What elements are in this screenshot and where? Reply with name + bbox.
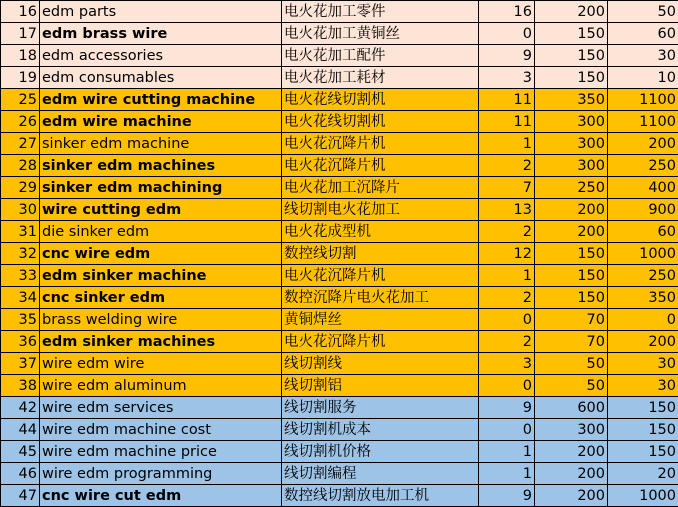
value-a-cell[interactable]: 13 — [479, 199, 535, 221]
chinese-translation-cell[interactable]: 线切割铝 — [282, 375, 479, 397]
value-b-cell[interactable]: 150 — [535, 45, 608, 67]
table-row — [1, 111, 678, 133]
value-c-cell[interactable]: 400 — [608, 177, 678, 199]
chinese-translation-cell[interactable]: 电火花成型机 — [282, 221, 479, 243]
value-b-cell[interactable]: 350 — [535, 89, 608, 111]
row-number-cell[interactable]: 38 — [1, 375, 40, 397]
row-number-cell[interactable]: 29 — [1, 177, 40, 199]
keyword-cell[interactable]: wire edm machine price — [40, 441, 282, 463]
chinese-translation-cell[interactable]: 电火花沉降片机 — [282, 265, 479, 287]
row-number-cell[interactable]: 44 — [1, 419, 40, 441]
value-c-cell[interactable]: 30 — [608, 45, 678, 67]
table-row — [1, 397, 678, 419]
value-c-cell[interactable]: 250 — [608, 265, 678, 287]
keyword-cell[interactable]: edm brass wire — [40, 23, 282, 45]
value-a-cell[interactable]: 9 — [479, 45, 535, 67]
value-c-cell[interactable]: 50 — [608, 1, 678, 23]
table-row — [1, 331, 678, 353]
value-b-cell[interactable]: 50 — [535, 375, 608, 397]
value-a-cell[interactable]: 0 — [479, 23, 535, 45]
value-b-cell[interactable]: 300 — [535, 419, 608, 441]
row-number-cell[interactable]: 36 — [1, 331, 40, 353]
keyword-cell[interactable]: sinker edm machines — [40, 155, 282, 177]
value-a-cell[interactable]: 1 — [479, 441, 535, 463]
chinese-translation-cell[interactable]: 线切割机成本 — [282, 419, 479, 441]
row-number-cell[interactable]: 34 — [1, 287, 40, 309]
chinese-translation-cell[interactable]: 电火花加工耗材 — [282, 67, 479, 89]
chinese-translation-cell[interactable]: 电火花沉降片机 — [282, 155, 479, 177]
table-row — [1, 221, 678, 243]
value-b-cell[interactable]: 300 — [535, 155, 608, 177]
value-b-cell[interactable]: 200 — [535, 441, 608, 463]
chinese-translation-cell[interactable]: 电火花沉降片机 — [282, 331, 479, 353]
value-a-cell[interactable]: 0 — [479, 309, 535, 331]
value-c-cell[interactable]: 200 — [608, 331, 678, 353]
value-a-cell[interactable]: 2 — [479, 331, 535, 353]
value-b-cell[interactable]: 50 — [535, 353, 608, 375]
value-c-cell[interactable]: 1000 — [608, 243, 678, 265]
keyword-cell[interactable]: brass welding wire — [40, 309, 282, 331]
value-b-cell[interactable]: 200 — [535, 463, 608, 485]
chinese-translation-cell[interactable]: 电火花加工配件 — [282, 45, 479, 67]
value-b-cell[interactable]: 300 — [535, 133, 608, 155]
value-c-cell[interactable]: 20 — [608, 463, 678, 485]
row-number-cell[interactable]: 27 — [1, 133, 40, 155]
row-number-cell[interactable]: 46 — [1, 463, 40, 485]
value-c-cell[interactable]: 30 — [608, 375, 678, 397]
table-row — [1, 375, 678, 397]
value-b-cell[interactable]: 200 — [535, 221, 608, 243]
keyword-cell[interactable]: edm sinker machine — [40, 265, 282, 287]
table-row — [1, 485, 678, 507]
value-a-cell[interactable]: 2 — [479, 287, 535, 309]
row-number-cell[interactable]: 17 — [1, 23, 40, 45]
value-a-cell[interactable]: 1 — [479, 265, 535, 287]
chinese-translation-cell[interactable]: 数控线切割 — [282, 243, 479, 265]
keyword-cell[interactable]: wire edm services — [40, 397, 282, 419]
keyword-cell[interactable]: wire edm aluminum — [40, 375, 282, 397]
keyword-cell[interactable]: edm sinker machines — [40, 331, 282, 353]
keyword-cell[interactable]: cnc wire edm — [40, 243, 282, 265]
keyword-cell[interactable]: edm consumables — [40, 67, 282, 89]
value-a-cell[interactable]: 0 — [479, 419, 535, 441]
chinese-translation-cell[interactable]: 线切割线 — [282, 353, 479, 375]
value-c-cell[interactable]: 10 — [608, 67, 678, 89]
row-number-cell[interactable]: 37 — [1, 353, 40, 375]
chinese-translation-cell[interactable]: 数控线切割放电加工机 — [282, 485, 479, 507]
table-row — [1, 309, 678, 331]
table-row — [1, 287, 678, 309]
value-a-cell[interactable]: 11 — [479, 111, 535, 133]
keyword-cell[interactable]: edm accessories — [40, 45, 282, 67]
table-row — [1, 199, 678, 221]
value-b-cell[interactable]: 150 — [535, 67, 608, 89]
table-row — [1, 1, 678, 23]
table-row — [1, 441, 678, 463]
row-number-cell[interactable]: 31 — [1, 221, 40, 243]
value-b-cell[interactable]: 200 — [535, 485, 608, 507]
row-number-cell[interactable]: 30 — [1, 199, 40, 221]
row-number-cell[interactable]: 16 — [1, 1, 40, 23]
value-c-cell[interactable]: 200 — [608, 133, 678, 155]
value-b-cell[interactable]: 250 — [535, 177, 608, 199]
value-a-cell[interactable]: 3 — [479, 353, 535, 375]
chinese-translation-cell[interactable]: 电火花加工零件 — [282, 1, 479, 23]
keyword-cell[interactable]: edm parts — [40, 1, 282, 23]
value-a-cell[interactable]: 12 — [479, 243, 535, 265]
value-a-cell[interactable]: 2 — [479, 155, 535, 177]
row-number-cell[interactable]: 35 — [1, 309, 40, 331]
row-number-cell[interactable]: 32 — [1, 243, 40, 265]
row-number-cell[interactable]: 28 — [1, 155, 40, 177]
value-c-cell[interactable]: 60 — [608, 221, 678, 243]
value-c-cell[interactable]: 900 — [608, 199, 678, 221]
table-row — [1, 67, 678, 89]
value-b-cell[interactable]: 150 — [535, 287, 608, 309]
row-number-cell[interactable]: 47 — [1, 485, 40, 507]
table-row — [1, 265, 678, 287]
value-a-cell[interactable]: 1 — [479, 133, 535, 155]
chinese-translation-cell[interactable]: 电火花加工黄铜丝 — [282, 23, 479, 45]
value-b-cell[interactable]: 150 — [535, 23, 608, 45]
value-c-cell[interactable]: 250 — [608, 155, 678, 177]
keyword-cell[interactable]: wire edm wire — [40, 353, 282, 375]
value-b-cell[interactable]: 70 — [535, 309, 608, 331]
row-number-cell[interactable]: 26 — [1, 111, 40, 133]
value-b-cell[interactable]: 300 — [535, 111, 608, 133]
row-number-cell[interactable]: 33 — [1, 265, 40, 287]
value-a-cell[interactable]: 7 — [479, 177, 535, 199]
value-c-cell[interactable]: 0 — [608, 309, 678, 331]
value-a-cell[interactable]: 1 — [479, 463, 535, 485]
row-number-cell[interactable]: 25 — [1, 89, 40, 111]
value-a-cell[interactable]: 2 — [479, 221, 535, 243]
table-body — [1, 1, 678, 507]
value-b-cell[interactable]: 150 — [535, 243, 608, 265]
keyword-cell[interactable]: die sinker edm — [40, 221, 282, 243]
value-a-cell[interactable]: 16 — [479, 1, 535, 23]
value-c-cell[interactable]: 150 — [608, 397, 678, 419]
table-row — [1, 177, 678, 199]
chinese-translation-cell[interactable]: 电火花沉降片机 — [282, 133, 479, 155]
value-c-cell[interactable]: 1100 — [608, 111, 678, 133]
keyword-cell[interactable]: cnc sinker edm — [40, 287, 282, 309]
value-a-cell[interactable]: 9 — [479, 485, 535, 507]
keyword-cell[interactable]: wire cutting edm — [40, 199, 282, 221]
value-c-cell[interactable]: 150 — [608, 419, 678, 441]
row-number-cell[interactable]: 42 — [1, 397, 40, 419]
row-number-cell[interactable]: 45 — [1, 441, 40, 463]
table-row — [1, 419, 678, 441]
keyword-cell[interactable]: cnc wire cut edm — [40, 485, 282, 507]
value-b-cell[interactable]: 70 — [535, 331, 608, 353]
keyword-cell[interactable]: wire edm programming — [40, 463, 282, 485]
chinese-translation-cell[interactable]: 线切割编程 — [282, 463, 479, 485]
table-row — [1, 23, 678, 45]
value-c-cell[interactable]: 1100 — [608, 89, 678, 111]
table-row — [1, 243, 678, 265]
chinese-translation-cell[interactable]: 黄铜焊丝 — [282, 309, 479, 331]
value-c-cell[interactable]: 30 — [608, 353, 678, 375]
chinese-translation-cell[interactable]: 线切割服务 — [282, 397, 479, 419]
value-c-cell[interactable]: 60 — [608, 23, 678, 45]
table-row — [1, 89, 678, 111]
value-a-cell[interactable]: 0 — [479, 375, 535, 397]
table-row — [1, 463, 678, 485]
value-b-cell[interactable]: 200 — [535, 1, 608, 23]
row-number-cell[interactable]: 18 — [1, 45, 40, 67]
value-c-cell[interactable]: 1000 — [608, 485, 678, 507]
keyword-cell[interactable]: sinker edm machine — [40, 133, 282, 155]
row-number-cell[interactable]: 19 — [1, 67, 40, 89]
chinese-translation-cell[interactable]: 电火花加工沉降片 — [282, 177, 479, 199]
table-row — [1, 45, 678, 67]
keyword-cell[interactable]: edm wire cutting machine — [40, 89, 282, 111]
chinese-translation-cell[interactable]: 电火花线切割机 — [282, 111, 479, 133]
value-b-cell[interactable]: 200 — [535, 199, 608, 221]
chinese-translation-cell[interactable]: 线切割电火花加工 — [282, 199, 479, 221]
value-a-cell[interactable]: 9 — [479, 397, 535, 419]
table-row — [1, 133, 678, 155]
keyword-cell[interactable]: wire edm machine cost — [40, 419, 282, 441]
value-a-cell[interactable]: 3 — [479, 67, 535, 89]
value-c-cell[interactable]: 350 — [608, 287, 678, 309]
keyword-cell[interactable]: sinker edm machining — [40, 177, 282, 199]
chinese-translation-cell[interactable]: 数控沉降片电火花加工 — [282, 287, 479, 309]
table-row — [1, 155, 678, 177]
keyword-cell[interactable]: edm wire machine — [40, 111, 282, 133]
table-row — [1, 353, 678, 375]
chinese-translation-cell[interactable]: 线切割机价格 — [282, 441, 479, 463]
value-a-cell[interactable]: 11 — [479, 89, 535, 111]
value-b-cell[interactable]: 150 — [535, 265, 608, 287]
chinese-translation-cell[interactable]: 电火花线切割机 — [282, 89, 479, 111]
value-c-cell[interactable]: 150 — [608, 441, 678, 463]
value-b-cell[interactable]: 600 — [535, 397, 608, 419]
